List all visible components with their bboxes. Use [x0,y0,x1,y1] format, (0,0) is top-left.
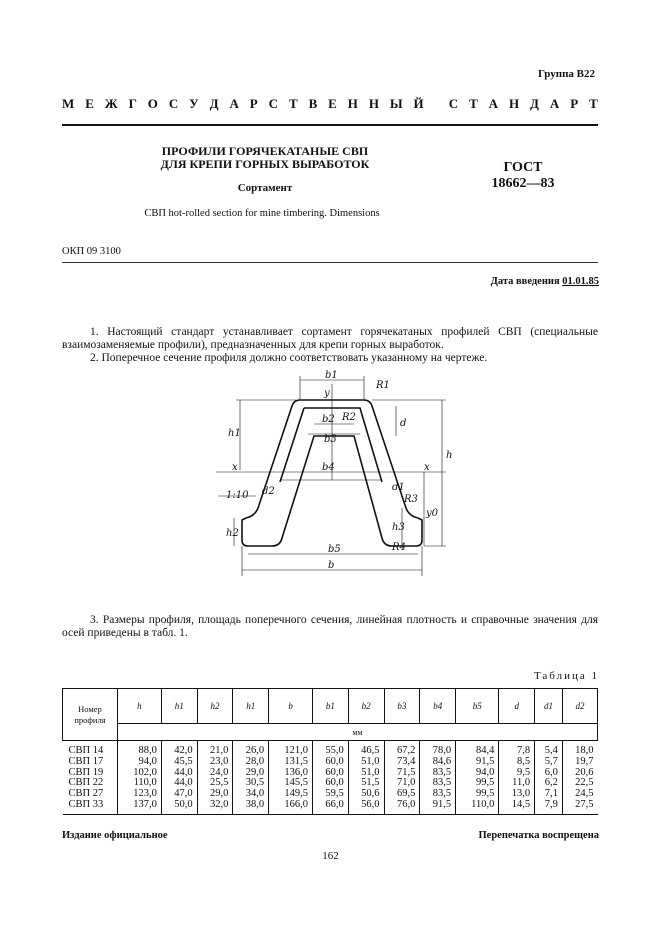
intro-date-label: Дата введения [490,276,560,287]
value-cell: 149,5 [269,789,313,800]
standard-letter: Й [413,96,424,111]
profile-name-cell: СВП 27 [68,788,104,800]
column-header: h [118,689,162,724]
standard-letter: С [168,96,179,111]
value-cell: 21,0 [197,741,233,757]
value-cell: 145,5 [269,778,313,789]
standard-letter: Т [469,96,478,111]
unit-cell: мм [118,724,598,741]
value-cell: 83,5 [420,778,456,789]
standard-letter: Г [128,96,137,111]
standard-letter: Е [85,96,94,111]
profile-name-cell: СВП 22 [68,777,104,789]
page-number: 162 [322,850,339,862]
value-cell: 46,5 [348,741,384,757]
value-cell: 51,5 [348,778,384,789]
value-cell: 83,5 [420,789,456,800]
value-cell: 94,0 [118,757,162,768]
table-row [63,757,598,768]
column-header: b3 [384,689,420,724]
label-d2: d2 [262,486,275,497]
value-cell: 69,5 [384,789,420,800]
value-cell: 136,0 [269,768,313,779]
gost-number [468,160,578,192]
standard-letter: Ж [104,96,118,111]
value-cell: 131,5 [269,757,313,768]
value-cell: 78,0 [420,741,456,757]
value-cell: 19,7 [562,757,597,768]
header-rule [62,262,598,263]
value-cell: 123,0 [118,789,162,800]
label-h1: h1 [228,428,241,439]
standard-letter: М [62,96,75,111]
label-R1: R1 [376,380,390,391]
value-cell: 84,4 [456,741,499,757]
dimensions-table [62,688,598,815]
label-b2: b2 [322,414,335,425]
standard-letter [435,96,438,112]
table-unit-row [63,724,598,741]
value-cell: 71,5 [384,768,420,779]
value-cell: 23,0 [197,757,233,768]
value-cell: 5,4 [535,741,563,757]
standard-letter: У [189,96,199,111]
title-line-1: ПРОФИЛИ ГОРЯЧЕКАТАНЫЕ СВП [161,144,369,158]
value-cell: 99,5 [456,789,499,800]
standard-letter: В [308,96,318,111]
value-cell: 45,5 [161,757,197,768]
value-cell: 166,0 [269,800,313,814]
value-cell: 121,0 [269,741,313,757]
value-cell: 55,0 [312,741,348,757]
group-label: Группа В22 [537,68,595,80]
value-cell: 66,0 [312,800,348,814]
value-cell: 60,0 [312,768,348,779]
label-b1: b1 [325,370,338,381]
intro-date-value: 01.01.85 [562,276,599,287]
introduction-date [491,276,599,287]
label-h: h [446,450,453,461]
standard-letter: Н [368,96,379,111]
value-cell: 91,5 [420,800,456,814]
value-cell: 25,5 [197,778,233,789]
value-cell: 83,5 [420,768,456,779]
value-cell: 50,0 [161,800,197,814]
official-edition-note: Издание официальное [62,830,168,841]
standard-letter: Т [288,96,298,111]
value-cell: 7,1 [535,789,563,800]
column-header: d2 [562,689,597,724]
paragraph-2: 2. Поперечное сечение профиля должно соответствовать указанному на чертеже. [90,352,488,364]
column-header: h2 [197,689,233,724]
value-cell: 76,0 [384,800,420,814]
label-x-right: x [424,462,430,473]
label-b4: b4 [322,462,335,473]
value-cell: 137,0 [118,800,162,814]
value-cell: 32,0 [197,800,233,814]
table-row [63,741,598,757]
value-cell: 47,0 [161,789,197,800]
value-cell: 7,9 [535,800,563,814]
column-header: d [499,689,535,724]
value-cell: 50,6 [348,789,384,800]
label-R2: R2 [342,412,356,423]
value-cell: 59,5 [312,789,348,800]
standard-letter: А [549,96,560,111]
standard-letter: С [448,96,459,111]
gost-label: ГОСТ [503,160,543,175]
label-y-top: y [324,388,330,399]
column-header: b5 [456,689,499,724]
value-cell: 28,0 [233,757,269,768]
value-cell: 99,5 [456,778,499,789]
label-R4: R4 [392,542,406,553]
profile-name-cell: СВП 14 [68,745,104,756]
profile-name-cell: СВП 19 [68,766,104,778]
table-body [63,741,598,815]
value-cell: 34,0 [233,789,269,800]
standard-letter: С [268,96,279,111]
value-cell: 60,0 [312,757,348,768]
profile-name-cell: СВП 33 [63,800,118,814]
standard-letter: Н [347,96,358,111]
column-header: b2 [348,689,384,724]
label-y0: y0 [426,508,439,519]
value-cell: 88,0 [118,741,162,757]
value-cell: 84,6 [420,757,456,768]
paragraph-1: 1. Настоящий стандарт устанавливает сортамент горячекатаных профилей СВП (специальные взаимозаменяемые профили), предназначенных для крепи горных выработок. [62,326,598,351]
value-cell: 102,0 [118,768,162,779]
label-b5: b5 [328,544,341,555]
value-cell: 6,0 [535,768,563,779]
value-cell: 38,0 [233,800,269,814]
value-cell: 6,2 [535,778,563,789]
standard-letter: А [229,96,239,111]
english-title: СВП hot-rolled section for mine timbering. Dimensions [144,208,380,219]
standard-letter: Р [570,96,579,111]
column-header: h1 [161,689,197,724]
standard-letter: А [488,96,499,111]
column-header: b [269,689,313,724]
value-cell: 71,0 [384,778,420,789]
label-h3: h3 [392,522,405,533]
column-header: b4 [420,689,456,724]
table-row [63,800,598,814]
okp-code: ОКП 09 3100 [62,246,121,257]
table-header-row [63,689,598,724]
document-title [120,145,410,171]
title-line-2: ДЛЯ КРЕПИ ГОРНЫХ ВЫРАБОТОК [160,157,370,171]
value-cell: 24,0 [197,768,233,779]
value-cell: 56,0 [348,800,384,814]
value-cell: 30,5 [233,778,269,789]
standard-letter: Н [508,96,520,111]
standard-letter: Р [249,96,258,111]
label-b3: b3 [324,434,337,445]
gost-code: 18662—83 [491,176,555,191]
value-cell: 110,0 [118,778,162,789]
value-cell: 73,4 [384,757,420,768]
value-cell: 29,0 [233,768,269,779]
value-cell: 67,2 [384,741,420,757]
top-rule [62,124,598,126]
value-cell: 26,0 [233,741,269,757]
standard-letter: О [147,96,158,111]
standard-letter: Д [530,96,539,111]
value-cell: 9,5 [499,768,535,779]
standard-heading [62,96,598,112]
value-cell: 94,0 [456,768,499,779]
label-h2: h2 [226,528,239,539]
label-b: b [328,560,335,571]
value-cell: 24,5 [562,789,597,800]
value-cell: 29,0 [197,789,233,800]
value-cell: 42,0 [161,741,197,757]
column-header: d1 [535,689,563,724]
label-d1: d1 [392,482,405,493]
paragraph-3: 3. Размеры профиля, площадь поперечного сечения, линейная плотность и справочные значения для осей приведены в табл. 1. [62,614,598,639]
value-cell: 44,0 [161,778,197,789]
value-cell: 60,0 [312,778,348,789]
profile-cross-section-drawing [196,370,456,585]
profile-number-header: Номер профиля [63,689,118,741]
column-header: b1 [312,689,348,724]
value-cell: 20,6 [562,768,597,779]
label-R3: R3 [404,494,418,505]
label-x-left: x [232,462,238,473]
standard-letter: Д [209,96,219,111]
value-cell: 7,8 [499,741,535,757]
value-cell: 110,0 [456,800,499,814]
standard-letter: Т [589,96,598,111]
value-cell: 27,5 [562,800,597,814]
value-cell: 18,0 [562,741,597,757]
profile-name-cell: СВП 17 [68,755,104,767]
value-cell: 8,5 [499,757,535,768]
standard-letter: Ы [389,96,403,111]
value-cell: 14,5 [499,800,535,814]
value-cell: 51,0 [348,757,384,768]
value-cell: 22,5 [562,778,597,789]
value-cell: 11,0 [499,778,535,789]
document-subtitle: Сортамент [237,182,293,194]
standard-letter: Е [328,96,337,111]
value-cell: 13,0 [499,789,535,800]
value-cell: 51,0 [348,768,384,779]
column-header: h1 [233,689,269,724]
table-label: Таблица 1 [533,670,599,682]
value-cell: 91,5 [456,757,499,768]
label-slope: 1:10 [226,490,249,501]
value-cell: 5,7 [535,757,563,768]
reprint-prohibited-note: Перепечатка воспрещена [478,830,599,841]
label-d: d [400,418,407,429]
value-cell: 44,0 [161,768,197,779]
